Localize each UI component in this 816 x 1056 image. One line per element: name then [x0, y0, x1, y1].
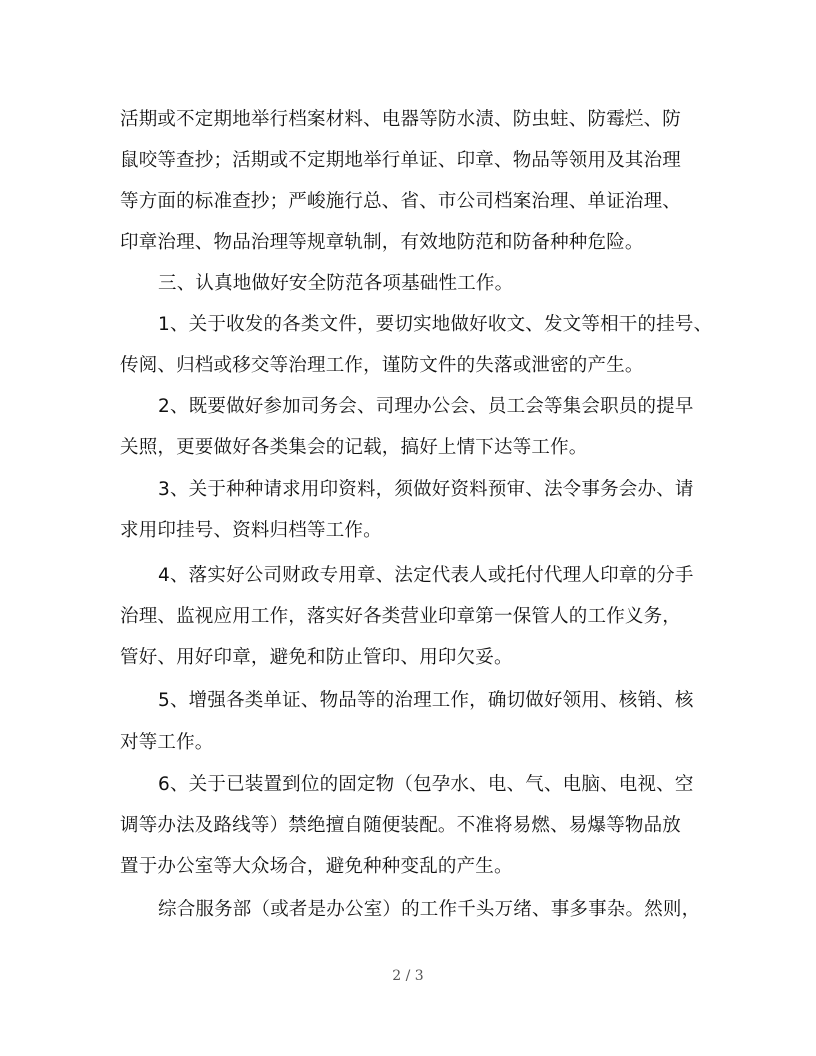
body-text-line: 4、落实好公司财政专用章、法定代表人或托付代理人印章的分手: [158, 565, 694, 586]
body-text-line: 传阅、归档或移交等治理工作，谨防文件的失落或泄密的产生。: [120, 355, 644, 376]
body-text-line: 综合服务部（或者是办公室）的工作千头万绪、事多事杂。然则，: [158, 899, 701, 920]
body-text-line: 5、增强各类单证、物品等的治理工作，确切做好领用、核销、核: [158, 690, 694, 711]
body-text-line: 鼠咬等查抄；活期或不定期地举行单证、印章、物品等领用及其治理: [120, 150, 682, 171]
body-text-line: 对等工作。: [120, 732, 214, 753]
body-text-line: 调等办法及路线等）禁绝擅自随便装配。不准将易燃、易爆等物品放: [120, 815, 682, 836]
body-text-line: 求用印挂号、资料归档等工作。: [120, 520, 382, 541]
body-text-line: 关照，更要做好各类集会的记载，搞好上情下达等工作。: [120, 437, 588, 458]
body-text-line: 3、关于种种请求用印资料，须做好资料预审、法令事务会办、请: [158, 479, 694, 500]
body-text-line: 管好、用好印章，避免和防止管印、用印欠妥。: [120, 647, 513, 668]
body-text-line: 治理、监视应用工作，落实好各类营业印章第一保管人的工作义务，: [120, 606, 682, 627]
page-number: 2 / 3: [392, 968, 424, 984]
body-text-line: 置于办公室等大众场合，避免种种变乱的产生。: [120, 856, 513, 877]
section-heading: 三、认真地做好安全防范各项基础性工作。: [158, 273, 514, 294]
body-text-line: 1、关于收发的各类文件，要切实地做好收文、发文等相干的挂号、: [158, 314, 713, 335]
body-text-line: 等方面的标准查抄；严峻施行总、省、市公司档案治理、单证治理、: [120, 191, 682, 212]
body-text-line: 2、既要做好参加司务会、司理办公会、员工会等集会职员的提早: [158, 396, 694, 417]
body-text-line: 印章治理、物品治理等规章轨制，有效地防范和防备种种危险。: [120, 232, 644, 253]
body-text-line: 活期或不定期地举行档案材料、电器等防水渍、防虫蛀、防霉烂、防: [120, 109, 682, 130]
body-text-line: 6、关于已装置到位的固定物（包孕水、电、气、电脑、电视、空: [158, 774, 694, 795]
